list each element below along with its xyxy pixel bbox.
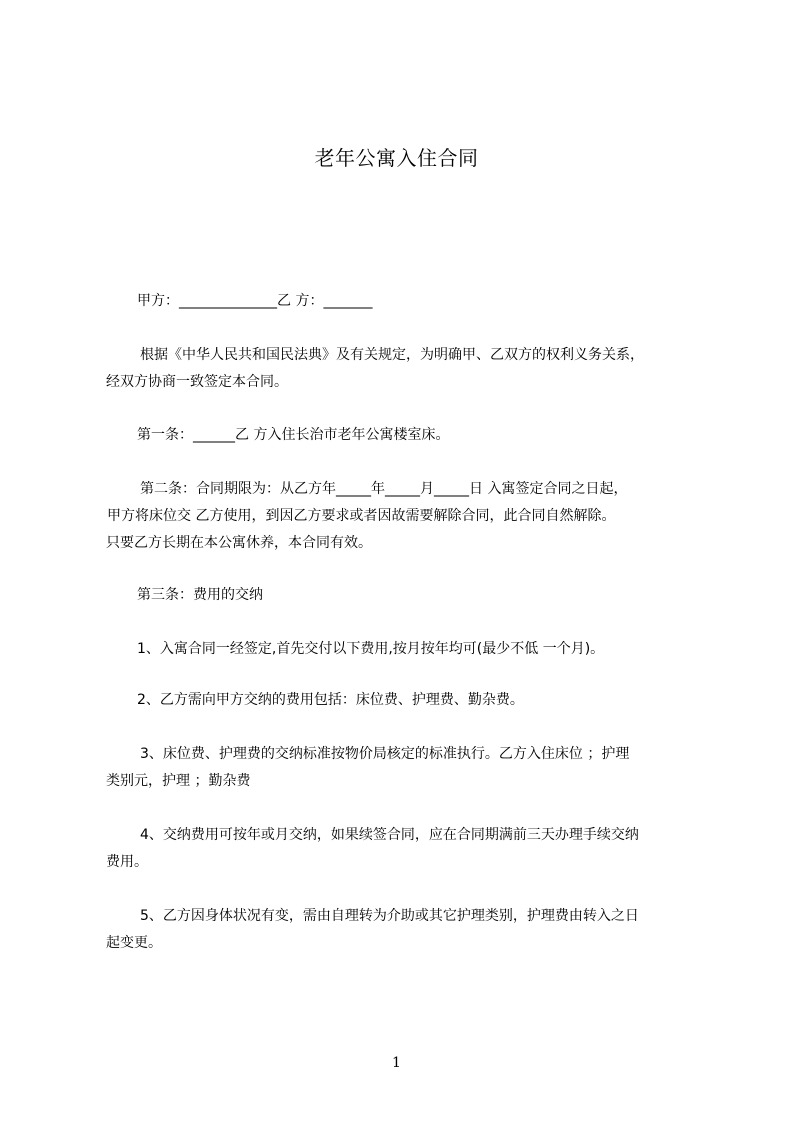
fee-item-3-line-1: 3、床位费、护理费的交纳标准按物价局核定的标准执行。乙方入住床位 ；护理 bbox=[140, 746, 630, 762]
page-number: 1 bbox=[392, 1055, 401, 1071]
fee-item-5-line-1: 5、乙方因身体状况有变，需由自理转为介助或其它护理类别，护理费由转入之日 bbox=[140, 908, 639, 924]
fee-item-4-line-2: 费用。 bbox=[106, 854, 148, 870]
article-1: 第一条：______乙 方入住长治市老年公寓楼室床。 bbox=[137, 427, 450, 443]
fee-item-1: 1、入寓合同一经签定,首先交付以下费用,按月按年均可(最少不低 一个月)。 bbox=[137, 641, 605, 657]
article-3-heading: 第三条：费用的交纳 bbox=[137, 587, 263, 603]
fee-item-3-line-2: 类别元，护理 ；勤杂费 bbox=[106, 773, 251, 789]
intro-line-2: 经双方协商一致签定本合同。 bbox=[106, 374, 288, 390]
article-2-line-3: 只要乙方长期在本公寓休养，本合同有效。 bbox=[106, 535, 372, 551]
parties-line: 甲方：______________乙 方：_______ bbox=[137, 293, 373, 309]
fee-item-4-line-1: 4、交纳费用可按年或月交纳，如果续签合同，应在合同期满前三天办理手续交纳 bbox=[140, 827, 639, 843]
fee-item-2: 2、乙方需向甲方交纳的费用包括：床位费、护理费、勤杂费。 bbox=[137, 692, 524, 708]
fee-item-5-line-2: 起变更。 bbox=[106, 935, 162, 951]
document-title: 老年公寓入住合同 bbox=[314, 146, 479, 170]
intro-line-1: 根据《中华人民共和国民法典》及有关规定，为明确甲、乙双方的权利义务关系， bbox=[140, 347, 644, 363]
article-2-line-2: 甲方将床位交 乙方使用，到因乙方要求或者因故需要解除合同，此合同自然解除。 bbox=[107, 508, 616, 524]
article-2-line-1: 第二条：合同期限为：从乙方年_____年_____月_____日 入寓签定合同之日起， bbox=[140, 481, 628, 497]
